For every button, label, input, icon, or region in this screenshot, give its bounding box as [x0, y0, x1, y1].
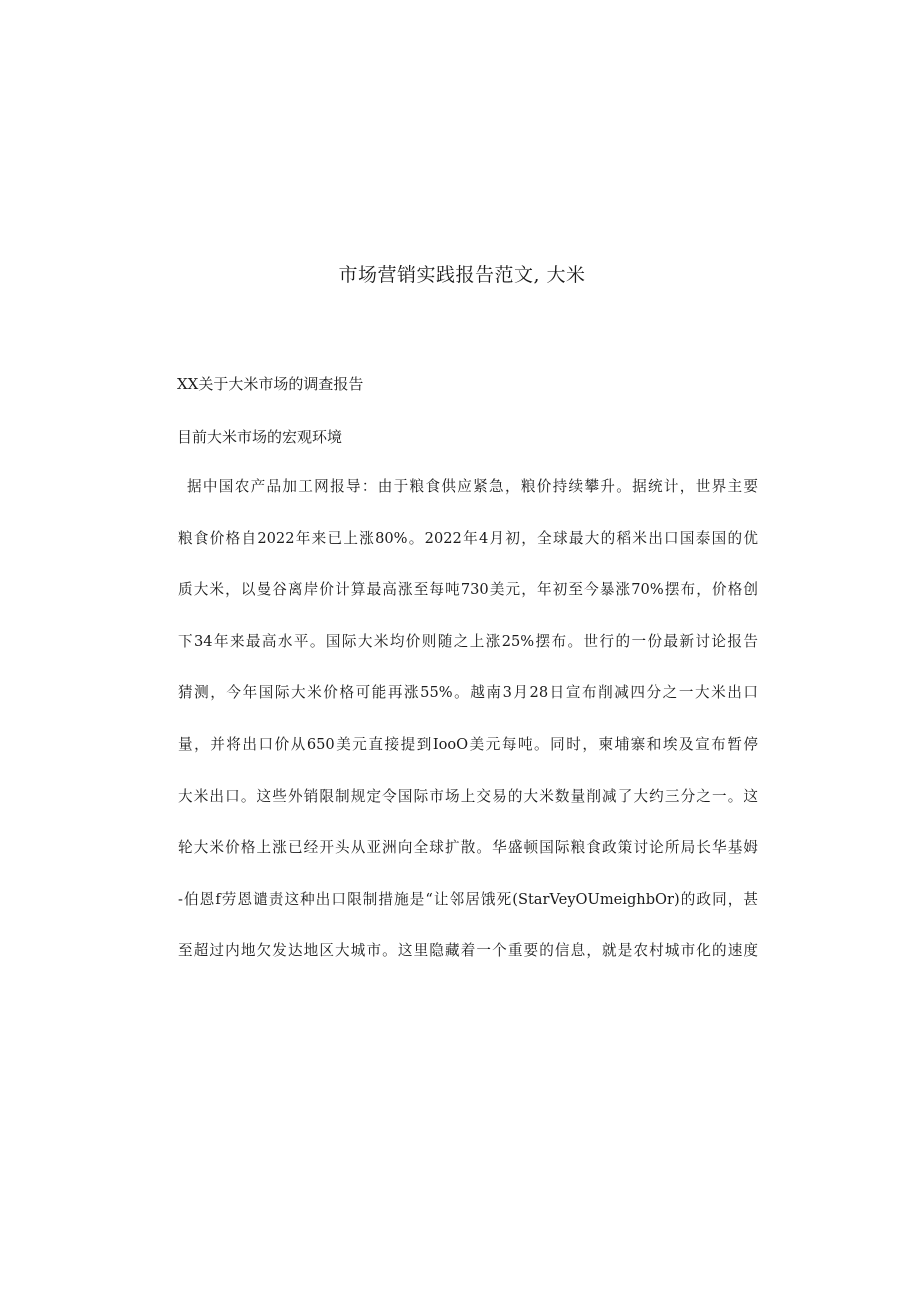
- paragraph-line: 质大米，以曼谷离岸价计算最高涨至每吨730美元，年初至今暴涨70%摆布，价格创: [178, 581, 758, 599]
- paragraph-line: 轮大米价格上涨已经开头从亚洲向全球扩散。华盛顿国际粮食政策讨论所局长华基姆: [178, 839, 758, 857]
- paragraph-line: 至超过内地欠发达地区大城市。这里隐藏着一个重要的信息，就是农村城市化的速度: [178, 942, 758, 960]
- paragraph-line: 大米出口。这些外销限制规定令国际市场上交易的大米数量削减了大约三分之一。这: [178, 787, 758, 805]
- paragraph-line: -伯恩f劳恩谴责这种出口限制措施是“让邻居饿死(StarVeyOUmeighbOr)的政同，甚: [178, 890, 758, 908]
- paragraph-line: 据中国农产品加工网报导：由于粮食供应紧急，粮价持续攀升。据统计，世界主要: [187, 478, 758, 495]
- document-title: 市场营销实践报告范文, 大米: [338, 264, 586, 286]
- paragraph-line: 量，并将出口价从650美元直接提到IooO美元每吨。同时，柬埔寨和埃及宣布暂停: [178, 735, 758, 753]
- paragraph-line: 猜测，今年国际大米价格可能再涨55%。越南3月28日宣布削减四分之一大米出口: [178, 684, 758, 702]
- body-paragraph: [178, 476, 758, 992]
- report-heading: XX关于大米市场的调查报告: [177, 375, 364, 393]
- section-heading: 目前大米市场的宏观环境: [177, 428, 343, 446]
- paragraph-line: 下34年来最高水平。国际大米均价则随之上涨25%摆布。世行的一份最新讨论报告: [178, 632, 758, 650]
- paragraph-line: 粮食价格自2022年来已上涨80%。2022年4月初，全球最大的稻米出口国泰国的优: [178, 529, 758, 547]
